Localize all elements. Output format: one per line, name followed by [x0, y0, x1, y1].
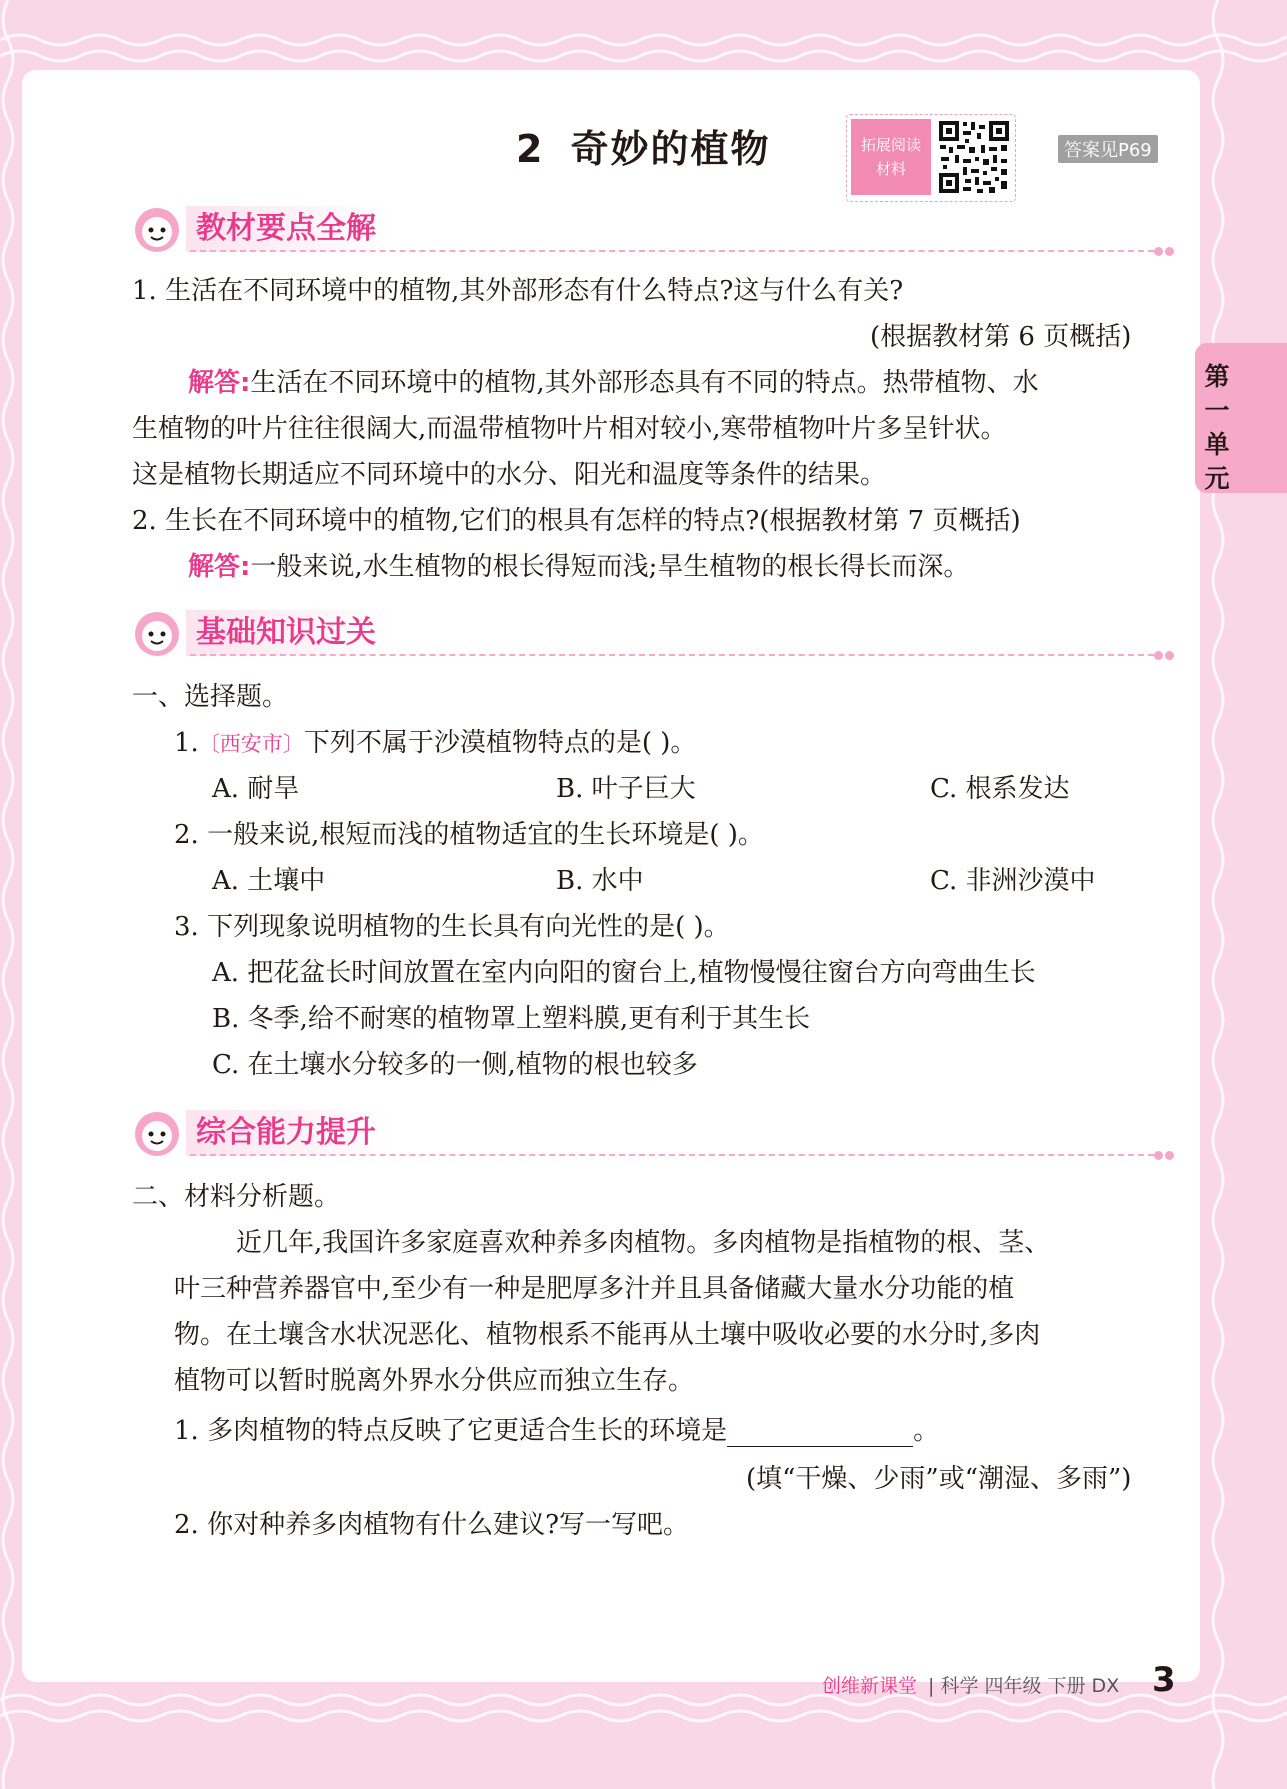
decorative-dots [1152, 645, 1174, 664]
s2-q3-option-b: B. 冬季,给不耐寒的植物罩上塑料膜,更有利于其生长 [212, 1004, 811, 1034]
s2-q2-option-b: B. 水中 [556, 866, 644, 896]
decorative-dots [1152, 1145, 1174, 1164]
qr-code-icon[interactable] [937, 119, 1011, 195]
s3-passage-line1: 近几年,我国许多家庭喜欢种养多肉植物。多肉植物是指植物的根、茎、 [236, 1228, 1051, 1258]
mascot-icon [130, 206, 184, 254]
page-number: 3 [1152, 1660, 1176, 1700]
section-heading-ability [130, 1108, 1174, 1160]
s3-question-2: 2. 你对种养多肉植物有什么建议?写一写吧。 [174, 1510, 690, 1540]
s2-q1-option-c: C. 根系发达 [930, 774, 1070, 804]
s3-question-1: 1. 多肉植物的特点反映了它更适合生长的环境是 。 [174, 1416, 940, 1446]
s3-heading: 二、材料分析题。 [132, 1182, 341, 1212]
section-heading-basic-knowledge [130, 608, 1174, 660]
s1-answer-1-line3: 这是植物长期适应不同环境中的水分、阳光和温度等条件的结果。 [132, 460, 887, 490]
lesson-number: 2 [516, 127, 545, 171]
s2-q3-option-c: C. 在土壤水分较多的一侧,植物的根也较多 [212, 1050, 698, 1080]
lesson-title: 奇妙的植物 [570, 127, 771, 171]
s2-q2-option-c: C. 非洲沙漠中 [930, 866, 1096, 896]
qr-reading-label: 拓展阅读 材料 [851, 119, 931, 195]
page-title [516, 118, 770, 173]
section-title: 综合能力提升 [186, 1110, 390, 1156]
s2-q3-option-a: A. 把花盆长时间放置在室内向阳的窗台上,植物慢慢往窗台方向弯曲生长 [212, 958, 1036, 988]
s1-question-1-ref: (根据教材第 6 页概括) [870, 322, 1132, 352]
unit-side-tab-label: 第 一 单 元 [1204, 362, 1230, 493]
s1-answer-2: 解答:一般来说,水生植物的根长得短而浅;旱生植物的根长得长而深。 [188, 552, 970, 582]
s3-passage-line2: 叶三种营养器官中,至少有一种是肥厚多汁并且具备储藏大量水分功能的植 [174, 1274, 1015, 1304]
s1-answer-1-line2: 生植物的叶片往往很阔大,而温带植物叶片相对较小,寒带植物叶片多呈针状。 [132, 414, 1007, 444]
s2-q2-option-a: A. 土壤中 [212, 866, 326, 896]
footer-book-info: | 科学 四年级 下册 DX [928, 1675, 1120, 1697]
s2-question-2: 2. 一般来说,根短而浅的植物适宜的生长环境是( )。 [174, 820, 764, 850]
s1-question-1: 1. 生活在不同环境中的植物,其外部形态有什么特点?这与什么有关? [132, 276, 904, 306]
s3-question-1-hint: (填“干燥、少雨”或“潮湿、多雨”) [746, 1464, 1132, 1494]
s1-question-2: 2. 生长在不同环境中的植物,它们的根具有怎样的特点?(根据教材第 7 页概括) [132, 506, 1021, 536]
s1-answer-1-line1: 解答:生活在不同环境中的植物,其外部形态具有不同的特点。热带植物、水 [188, 368, 1039, 398]
qr-reading-box[interactable] [846, 114, 1016, 202]
s2-question-3: 3. 下列现象说明植物的生长具有向光性的是( )。 [174, 912, 730, 942]
answer-label: 解答: [188, 368, 251, 398]
s2-q1-option-b: B. 叶子巨大 [556, 774, 696, 804]
footer-brand: 创维新课堂 [822, 1675, 918, 1697]
answer-blank[interactable] [727, 1420, 913, 1447]
section-heading-key-points [130, 204, 1174, 256]
s3-passage-line3: 物。在土壤含水状况恶化、植物根系不能再从土壤中吸收必要的水分时,多肉 [174, 1320, 1041, 1350]
mascot-icon [130, 610, 184, 658]
s2-heading: 一、选择题。 [132, 682, 289, 712]
region-tag: 〔西安市〕 [198, 732, 304, 756]
section-title: 基础知识过关 [186, 610, 390, 656]
s2-question-1: 1.〔西安市〕下列不属于沙漠植物特点的是( )。 [174, 728, 697, 758]
answer-label: 解答: [188, 552, 251, 582]
decorative-dots [1152, 241, 1174, 260]
section-title: 教材要点全解 [186, 206, 390, 252]
answer-reference: 答案见P69 [1058, 135, 1158, 163]
s2-q1-option-a: A. 耐旱 [212, 774, 300, 804]
s3-passage-line4: 植物可以暂时脱离外界水分供应而独立生存。 [174, 1366, 695, 1396]
mascot-icon [130, 1110, 184, 1158]
